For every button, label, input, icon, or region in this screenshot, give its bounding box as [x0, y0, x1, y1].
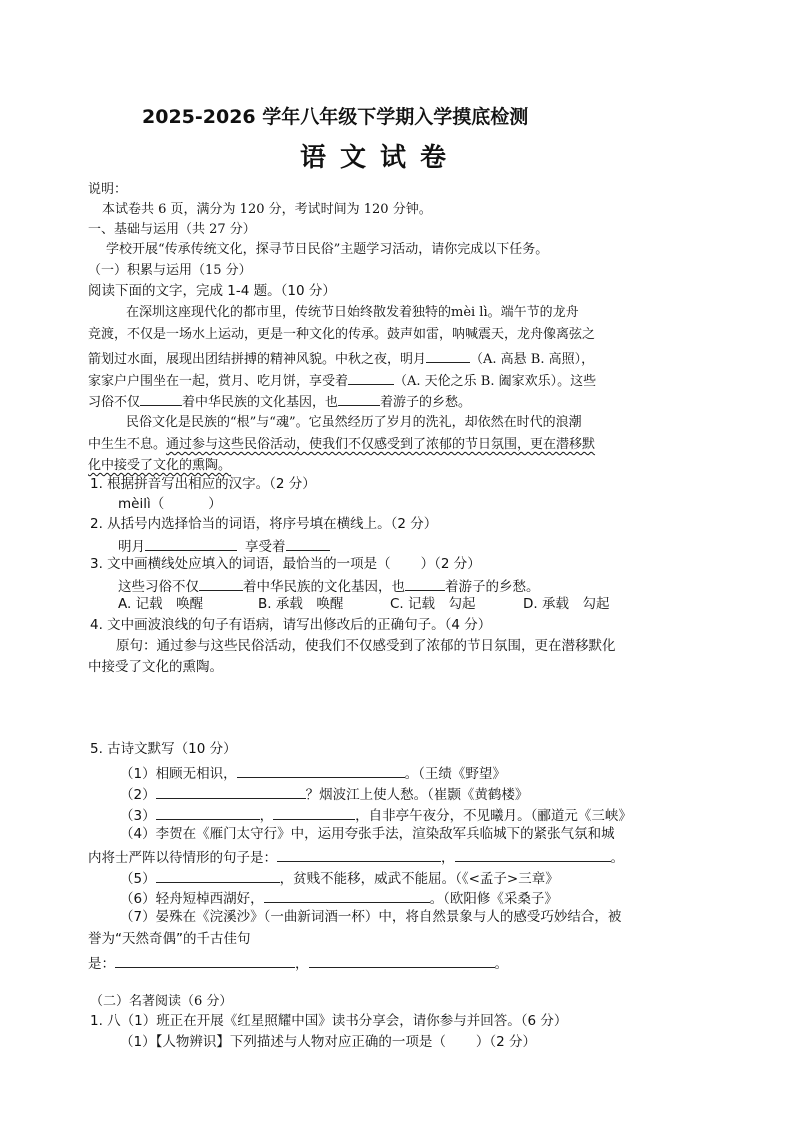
answer-line-poem-2[interactable]: [156, 786, 306, 799]
question-3-option-d[interactable]: D. 承载 勾起: [523, 596, 610, 612]
poem-4-line-1: （4）李贺在《雁门太守行》中，运用夸张手法，渲染敌军兵临城下的紧张气氛和城: [120, 826, 615, 842]
part2-question-1-1: （1）【人物辨识】下列描述与人物对应正确的一项是（ ）（2 分）: [120, 1034, 536, 1050]
question-3-option-c[interactable]: C. 记载 勾起: [390, 596, 476, 612]
reading-instructions: 阅读下面的文字，完成 1-4 题。（10 分）: [88, 283, 336, 299]
answer-line-q3-a[interactable]: [199, 578, 243, 591]
answer-line-poem-7-a[interactable]: [115, 955, 295, 968]
part1-intro: 学校开展“传承传统文化，探寻节日民俗”主题学习活动，请你完成以下任务。: [106, 242, 549, 257]
wavy-sentence-part-1: 通过参与这些民俗活动，使我们不仅感受到了浓郁的节日氛围，更在潜移默: [166, 437, 596, 452]
answer-line-q2-b[interactable]: [286, 538, 330, 551]
question-3: 3. 文中画横线处应填入的词语，最恰当的一项是（ ）（2 分）: [90, 556, 481, 572]
part2-question-1: 1. 八（1）班正在开展《红星照耀中国》读书分享会，请你参与并回答。（6 分）: [90, 1013, 568, 1029]
instructions-text: 本试卷共 6 页，满分为 120 分，考试时间为 120 分钟。: [102, 202, 432, 217]
answer-line-poem-7-b[interactable]: [309, 955, 495, 968]
passage-line-4: 家家户户围坐在一起，赏月、吃月饼，享受着 （A. 天伦之乐 B. 阖家欢乐）。这些: [88, 374, 597, 389]
poem-7-line-2: 誉为“天然奇偶”的千古佳句: [88, 931, 251, 947]
question-4-original-line-1: 原句：通过参与这些民俗活动，使我们不仅感受到了浓郁的节日氛围，更在潜移默化: [116, 638, 616, 654]
question-2: 2. 从括号内选择恰当的词语，将序号填在横线上。（2 分）: [90, 516, 438, 532]
blank-enjoy[interactable]: [348, 372, 394, 385]
part2-heading: （二）名著阅读（6 分）: [90, 994, 233, 1009]
instructions-label: 说明：: [88, 182, 128, 197]
poem-2: （2） ？烟波江上使人愁。（崔颢《黄鹤楼》: [120, 787, 529, 803]
answer-line-poem-6[interactable]: [264, 890, 430, 903]
passage-line-2: 竞渡，不仅是一场水上运动，更是一种文化的传承。鼓声如雷，呐喊震天，龙舟像离弦之: [88, 327, 596, 342]
answer-line-poem-5[interactable]: [156, 870, 280, 883]
answer-line-poem-4-b[interactable]: [455, 849, 611, 862]
question-3-sentence: 这些习俗不仅 着中华民族的文化基因，也 着游子的乡愁。: [118, 579, 540, 595]
poem-5: （5） ，贫贱不能移，威武不能屈。（《<孟子>三章》: [120, 871, 559, 887]
question-3-option-b[interactable]: B. 承载 唤醒: [258, 596, 344, 612]
blank-moon[interactable]: [426, 350, 470, 363]
part1-heading: 一、基础与运用（共 27 分）: [88, 222, 256, 237]
answer-line-poem-1[interactable]: [237, 765, 405, 778]
answer-line-q3-b[interactable]: [405, 578, 445, 591]
question-2-items: 明月 享受着: [118, 538, 330, 555]
wavy-sentence-part-2: 化中接受了文化的熏陶。: [88, 458, 232, 473]
poem-4-line-2: 内将士严阵以待情形的句子是： ， 。: [88, 850, 624, 866]
question-3-option-a[interactable]: A. 记载 唤醒: [118, 596, 204, 612]
poem-1: （1）相顾无相识， 。（王绩《野望》: [120, 766, 506, 782]
poem-7-line-1: （7）晏殊在《浣溪沙》（一曲新词酒一杯）中，将自然景象与人的感受巧妙结合，被: [120, 909, 622, 925]
blank-customs-1[interactable]: [140, 393, 182, 406]
passage-p2-line-2: 中生生不息。通过参与这些民俗活动，使我们不仅感受到了浓郁的节日氛围，更在潜移默: [88, 437, 596, 452]
passage-p2-line-3: [88, 459, 231, 472]
section-accumulation-heading: （一）积累与运用（15 分）: [88, 263, 252, 278]
answer-line-poem-3-a[interactable]: [156, 807, 260, 820]
exam-title: 2025-2026 学年八年级下学期入学摸底检测: [142, 106, 529, 128]
question-4-original-line-2: 中接受了文化的熏陶。: [88, 659, 223, 675]
blank-customs-2[interactable]: [338, 393, 380, 406]
passage-line-1: 在深圳这座现代化的都市里，传统节日始终散发着独特的mèi lì。端午节的龙舟: [126, 305, 579, 320]
poem-7-line-3: 是： ， 。: [88, 956, 508, 972]
poem-6: （6）轻舟短棹西湖好， 。（欧阳修《采桑子》: [120, 891, 558, 907]
answer-line-poem-4-a[interactable]: [277, 849, 441, 862]
passage-line-5: 习俗不仅 着中华民族的文化基因，也 着游子的乡愁。: [88, 395, 472, 410]
question-4: 4. 文中画波浪线的句子有语病，请写出修改后的正确句子。（4 分）: [90, 617, 492, 633]
question-5: 5. 古诗文默写（10 分）: [90, 741, 237, 757]
question-1-item: mèilì（ ）: [118, 496, 222, 512]
question-1: 1. 根据拼音写出相应的汉字。（2 分）: [90, 476, 316, 492]
answer-line-q2-a[interactable]: [145, 538, 237, 551]
passage-p2-line-1: 民俗文化是民族的“根”与“魂”。它虽然经历了岁月的洗礼，却依然在时代的浪潮: [126, 415, 582, 430]
passage-line-3: 箭划过水面，展现出团结拼搏的精神风貌。中秋之夜，明月 （A. 高悬 B. 高照），: [88, 352, 595, 367]
answer-line-poem-3-b[interactable]: [273, 807, 355, 820]
exam-subtitle: 语文试卷: [300, 143, 461, 173]
poem-3: （3） ， ，自非亭午夜分，不见曦月。（郦道元《三峡》: [120, 808, 632, 824]
